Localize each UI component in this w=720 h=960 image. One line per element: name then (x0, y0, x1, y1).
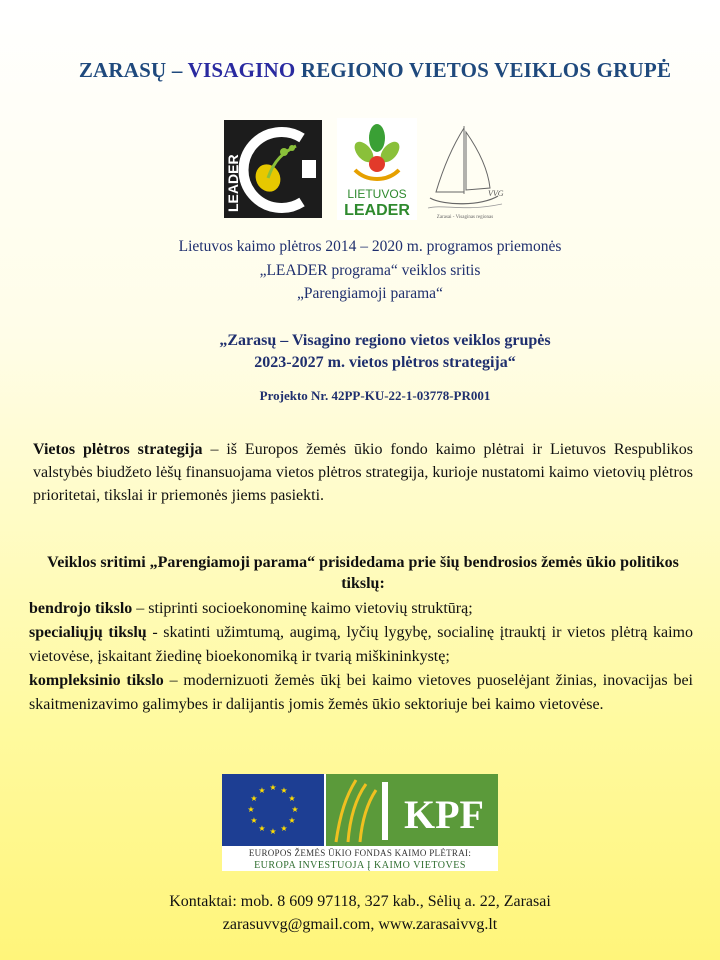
strategy-title (90, 330, 680, 374)
goal-term: kompleksinio tikslo (29, 672, 164, 689)
program-line-1: Lietuvos kaimo plėtros 2014 – 2020 m. programos priemonės (178, 238, 562, 255)
contacts-line-1: Kontaktai: mob. 8 609 97118, 327 kab., Sėlių a. 22, Zarasai (169, 893, 551, 910)
svg-text:★: ★ (258, 786, 266, 795)
lietuvos-leader-logo (337, 118, 417, 220)
leader-text: LEADER (344, 202, 410, 219)
kpf-logo (326, 774, 498, 846)
program-line-2: „LEADER programa“ veiklos sritis (259, 262, 481, 279)
contacts (80, 890, 640, 936)
vvg-sailboat-logo (424, 118, 506, 222)
kpf-text: KPF (404, 792, 484, 837)
goal-item (29, 669, 693, 717)
svg-text:★: ★ (280, 786, 288, 795)
strategy-title-line-2: 2023-2027 m. vietos plėtros strategija“ (254, 354, 516, 371)
leader-logo (224, 120, 322, 218)
svg-text:★: ★ (247, 805, 255, 814)
svg-text:★: ★ (269, 783, 277, 792)
svg-text:★: ★ (280, 824, 288, 833)
svg-text:★: ★ (288, 794, 296, 803)
leader-logo-text: LEADER (225, 154, 241, 212)
strategy-title-line-1: „Zarasų – Visagino regiono vietos veiklos grupės (219, 332, 551, 349)
goal-text: – modernizuoti žemės ūkį bei kaimo vietoves puoselėjant žinias, inovacijas bei skaitmenizavimo galimybes ir dalijantis jomis žemės ūkio sektoriuje bei kaimo vietovėse. (29, 672, 693, 713)
goals-heading: Veiklos sritimi „Parengiamoji parama“ prisidedama prie šių bendrosios žemės ūkio politikos tikslų: (47, 554, 679, 592)
goal-text: - skatinti užimtumą, augimą, lyčių lygybę, socialinę įtrauktį ir vietos plėtrą kaimo vietovėse, įskaitant žiedinę bioekonomiką ir tvarią miškininkystę; (29, 624, 694, 665)
goal-item (29, 621, 693, 669)
vvg-text: VVG (488, 189, 504, 198)
goal-term: bendrojo tikslo (29, 600, 133, 617)
svg-text:★: ★ (250, 816, 258, 825)
svg-text:★: ★ (269, 827, 277, 836)
lietuvos-text: LIETUVOS (347, 187, 407, 201)
goal-term: specialiųjų tikslų (29, 624, 147, 641)
svg-text:★: ★ (250, 794, 258, 803)
eu-caption-2: EUROPA INVESTUOJA Į KAIMO VIETOVES (254, 860, 466, 871)
contacts-line-2: zarasuvvg@gmail.com, www.zarasaivvg.lt (222, 916, 498, 933)
svg-text:★: ★ (291, 805, 299, 814)
program-line-3: „Parengiamoji parama“ (297, 285, 443, 302)
goal-item (29, 597, 693, 621)
goals-list (29, 597, 693, 717)
page-title: ZARASŲ – VISAGINO REGIONO VIETOS VEIKLOS GRUPĖ (78, 58, 672, 82)
eu-fund-logo (222, 774, 498, 871)
intro-term: Vietos plėtros strategija (33, 441, 203, 458)
svg-text:★: ★ (258, 824, 266, 833)
goal-text: – stiprinti socioekonominę kaimo vietovių struktūrą; (132, 600, 473, 617)
intro-text: – iš Europos žemės ūkio fondo kaimo plėtrai ir Lietuvos Respublikos valstybės biudžeto lėšų finansuojama vietos plėtros strategija, kurioje nustatomi kaimo vietovių plėtros prioritetai, tikslai ir priemonės jiems pasiekti. (33, 441, 693, 504)
intro-paragraph (33, 438, 693, 507)
vvg-subtext: Zarasai - Visaginas regionas (436, 215, 494, 220)
svg-text:★: ★ (288, 816, 296, 825)
eu-caption-1: EUROPOS ŽEMĖS ŪKIO FONDAS KAIMO PLĖTRAI: (248, 848, 472, 858)
partner-logos (224, 118, 504, 222)
project-number: Projekto Nr. 42PP-KU-22-1-03778-PR001 (259, 388, 491, 403)
eu-flag-icon (222, 774, 324, 846)
